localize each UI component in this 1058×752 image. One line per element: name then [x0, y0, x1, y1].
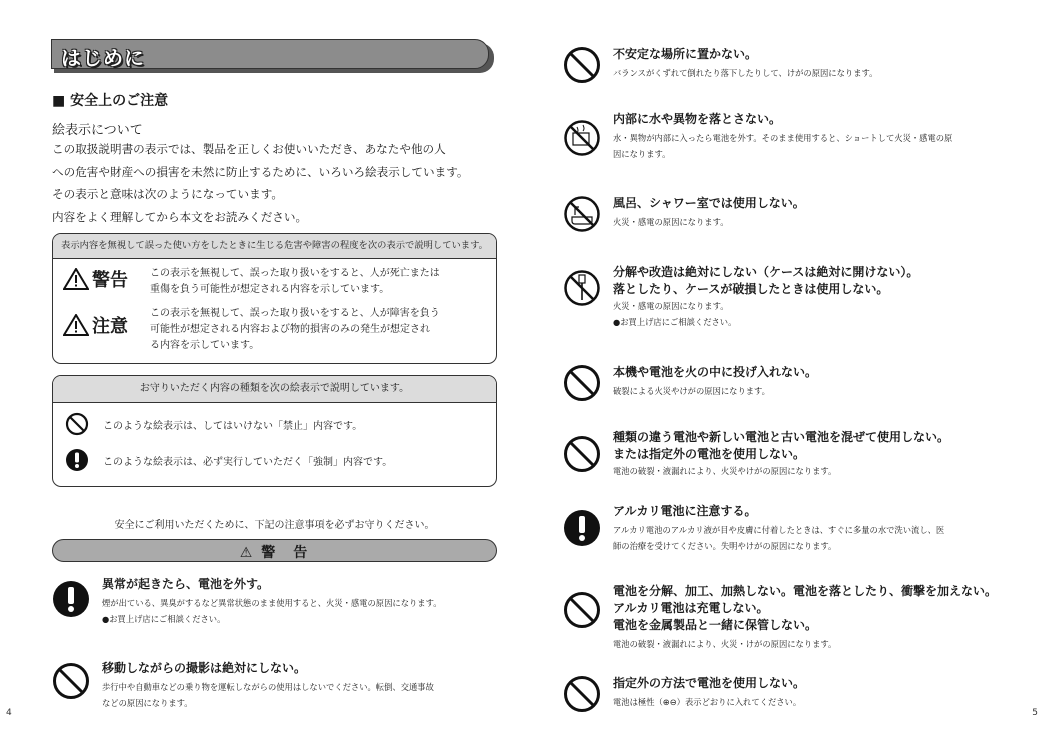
- notice-text: 安全にご利用いただくために、下記の注意事項を必ずお守りください。: [114, 520, 435, 531]
- subheading: 絵表示について: [52, 123, 143, 138]
- prohibit-row: このような絵表示は、してはいけない「禁止」内容です。: [65, 412, 362, 436]
- prohibition-icon: [563, 675, 601, 713]
- left-page: はじめに ■ 安全上のご注意 絵表示について この取扱説明書の表示では、製品を正しくお使いいただき、あなたや他の人 への危害や財産への損害を未然に防止するために、いろいろ絵表示しています。 その表示と意味は次のようになっています。 内容をよく理解してから本文をお読みください。 表示内容を無視して誤った使い方をしたときに生じる危害や障害の程度を次の表示で説明しています。 警告 この表示を無視して、誤った取り扱いをすると、人が死亡または 重傷を負う可能性が想定される内容を示しています。 注意 この表示を無視して、誤った取り扱いをすると、人が障害を負う 可能性が想定される内容および物的損害のみの発生が想定され る内容を示しています。 お守りいただく内容の種類を次の絵表示で説明しています。 このような絵表示は、してはいけない「禁止」内容です。 このような絵表示は、必ず実行していただく「強制」内容です。 安全にご利用いただくために、下記の注意事項を必ずお守りください。 ⚠ 警 告 異常が起きたら、電池を外す。 煙が出ている、異臭がするなど異常状態のまま使用すると、火災・感電の原因になります。 ●お買上げ店にご相談ください。 移動しながらの撮影は絶対にしない。 歩行中や自動車などの乗り物を運転しながらの使用はしないでください。転倒、交通事故 などの原因になります。 4: [0, 0, 529, 752]
- warning-bar: [52, 539, 497, 562]
- no-liquid-icon: [563, 119, 601, 157]
- page-number: 4: [6, 708, 12, 718]
- warning-label: 警告: [92, 270, 128, 291]
- prohibition-icon: [563, 435, 601, 473]
- caution-triangle-icon: [63, 314, 89, 336]
- mandatory-row: このような絵表示は、必ず実行していただく「強制」内容です。: [65, 448, 392, 472]
- right-page: 不安定な場所に置かない。 バランスがくずれて倒れたり落下したりして、けがの原因になります。 内部に水や異物を落とさない。 水・異物が内部に入ったら電池を外す。そのまま使用すると、ショートして火災・感電の原 因になります。 風呂、シャワー室では使用しない。 火災・感電の原因になります。 分解や改造は絶対にしない（ケースは絶対に開けない）。 落としたり、ケースが破損したときは使用しない。 火災・感電の原因になります。 ●お買上げ店にご相談ください。 本機や電池を火の中に投げ入れない。 破裂による火災やけがの原因になります。 種類の違う電池や新しい電池と古い電池を混ぜて使用しない。 または指定外の電池を使用しない。 電池の破裂・液漏れにより、火災やけがの原因になります。 アルカリ電池に注意する。 アルカリ電池のアルカリ液が目や皮膚に付着したときは、すぐに多量の水で洗い流し、医 師の治療を受けてください。失明やけがの原因になります。 電池を分解、加工、加熱しない。電池を落としたり、衝撃を加えない。 アルカリ電池は充電しない。 電池を金属製品と一緒に保管しない。 電池の破裂・液漏れにより、火災・けがの原因になります。 指定外の方法で電池を使用しない。 電池は極性（⊕⊖）表示どおりに入れてください。 5: [529, 0, 1058, 752]
- prohibition-icon: [563, 46, 601, 84]
- levels-box-header: 表示内容を無視して誤った使い方をしたときに生じる危害や障害の程度を次の表示で説明しています。: [53, 234, 496, 259]
- caution-description: この表示を無視して、誤った取り扱いをすると、人が障害を負う 可能性が想定される内容および物的損害のみの発生が想定され る内容を示しています。: [150, 308, 440, 351]
- caution-label: 注意: [92, 316, 128, 337]
- prohibition-icon: [65, 412, 89, 436]
- no-disassembly-icon: [563, 269, 601, 307]
- caution-level: [63, 312, 128, 338]
- no-bath-icon: [563, 195, 601, 233]
- warning-description: この表示を無視して、誤った取り扱いをすると、人が死亡または 重傷を負う可能性が想定される内容を示しています。: [150, 268, 440, 295]
- prohibition-icon: [563, 364, 601, 402]
- header-title: はじめに: [61, 46, 145, 70]
- prohibition-icon: [52, 662, 90, 700]
- section-title: ■ 安全上のご注意: [52, 93, 169, 109]
- warning-level: [63, 266, 128, 292]
- exclamation-icon: [563, 509, 601, 547]
- types-box-header: お守りいただく内容の種類を次の絵表示で説明しています。: [53, 376, 496, 403]
- exclamation-icon: [65, 448, 89, 472]
- levels-box: [52, 233, 497, 364]
- header-bar: [51, 39, 497, 75]
- prohibition-icon: [563, 591, 601, 629]
- page-number: 5: [1032, 708, 1038, 718]
- exclamation-icon: [52, 580, 90, 618]
- intro-text: この取扱説明書の表示では、製品を正しくお使いいただき、あなたや他の人 への危害や財産への損害を未然に防止するために、いろいろ絵表示しています。 その表示と意味は次のようになっています。 内容をよく理解してから本文をお読みください。: [52, 142, 469, 224]
- warning-triangle-icon: [63, 268, 89, 290]
- warning-bar-title: ⚠ 警 告: [239, 545, 310, 561]
- types-box: [52, 375, 497, 487]
